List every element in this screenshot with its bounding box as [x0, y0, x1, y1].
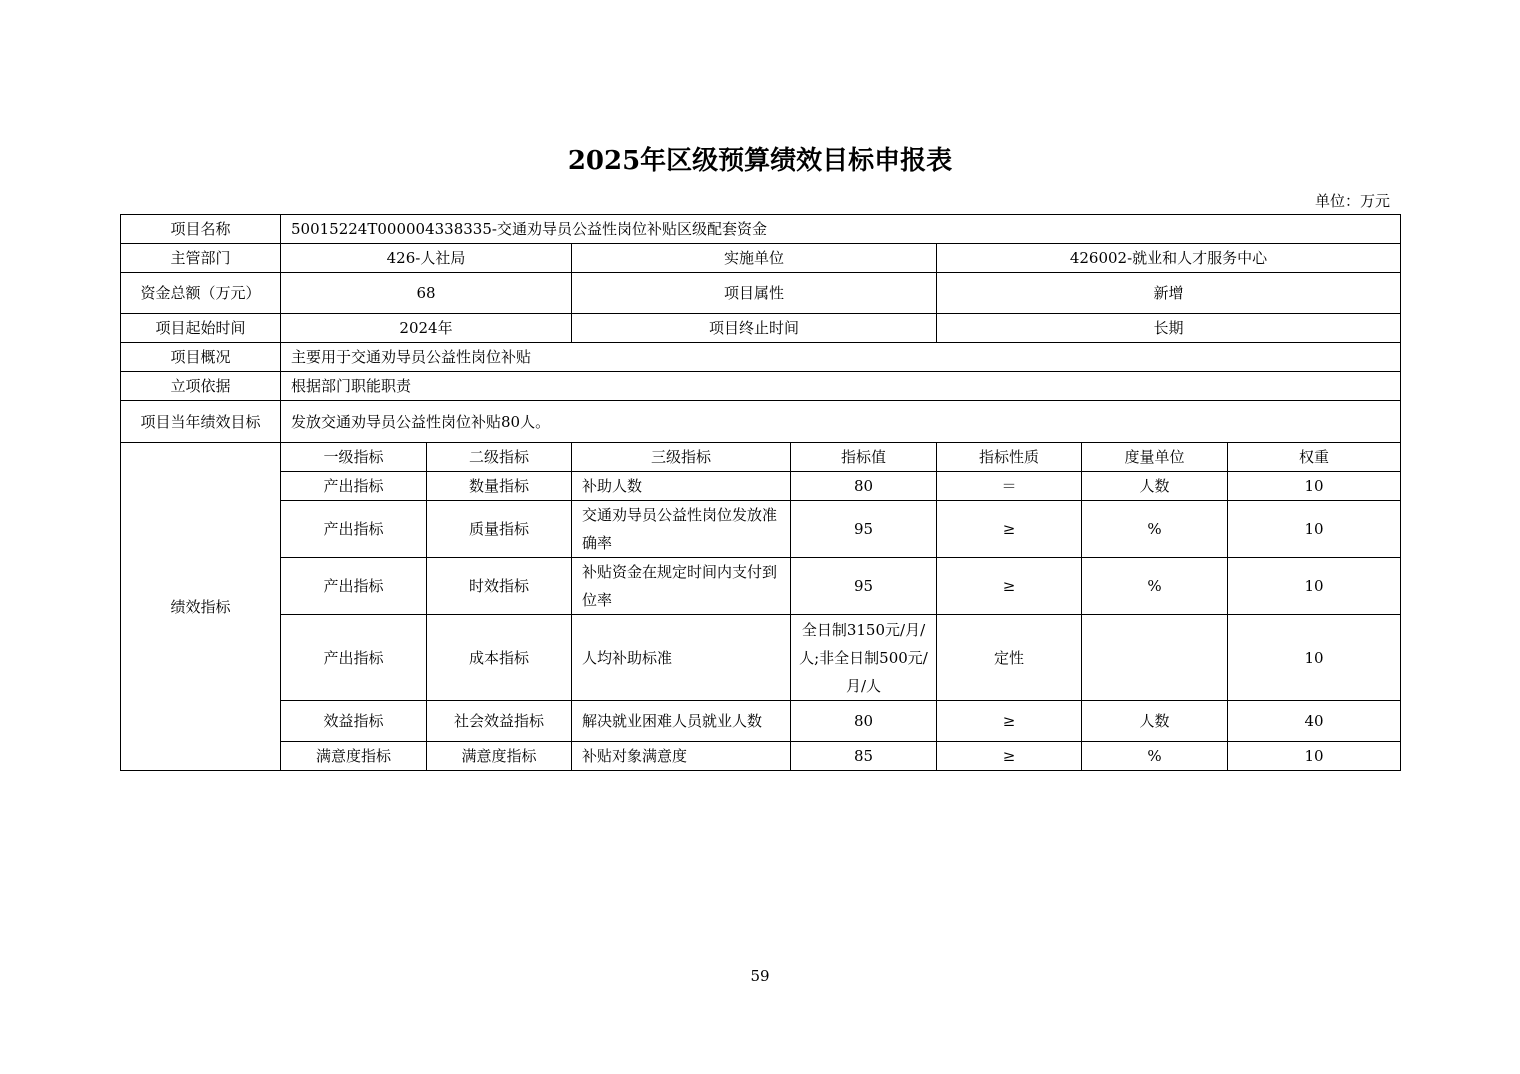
- cell-unit: %: [1082, 742, 1228, 771]
- cell-level2: 满意度指标: [427, 742, 572, 771]
- cell-weight: 10: [1228, 742, 1401, 771]
- dept-value: 426-人社局: [281, 244, 572, 273]
- attr-value: 新增: [937, 273, 1401, 314]
- page-number: 59: [750, 967, 770, 985]
- goal-value: 发放交通劝导员公益性岗位补贴80人。: [281, 401, 1401, 443]
- cell-nature: ≥: [937, 701, 1082, 742]
- perf-label: 绩效指标: [121, 443, 281, 771]
- amount-value: 68: [281, 273, 572, 314]
- cell-level3: 解决就业困难人员就业人数: [572, 701, 791, 742]
- row-goal: [121, 401, 1401, 443]
- cell-level3: 人均补助标准: [572, 615, 791, 701]
- cell-level1: 产出指标: [281, 615, 427, 701]
- cell-nature: ≥: [937, 501, 1082, 558]
- cell-unit: %: [1082, 501, 1228, 558]
- header-unit: 度量单位: [1082, 443, 1228, 472]
- cell-value: 80: [791, 701, 937, 742]
- cell-unit: 人数: [1082, 472, 1228, 501]
- end-value: 长期: [937, 314, 1401, 343]
- row-amount: [121, 273, 1401, 314]
- cell-unit: [1082, 615, 1228, 701]
- page-title: 2025年区级预算绩效目标申报表: [567, 146, 953, 176]
- basis-value: 根据部门职能职责: [281, 372, 1401, 401]
- cell-level3: 补贴资金在规定时间内支付到位率: [572, 558, 791, 615]
- table-row: [121, 701, 1401, 742]
- cell-level1: 产出指标: [281, 472, 427, 501]
- unit-label: 单位：万元: [1314, 192, 1390, 210]
- performance-target-table: [120, 214, 1401, 771]
- dept-label: 主管部门: [121, 244, 281, 273]
- cell-nature: ≥: [937, 558, 1082, 615]
- cell-level3: 交通劝导员公益性岗位发放准确率: [572, 501, 791, 558]
- table-row: [121, 472, 1401, 501]
- row-basis: [121, 372, 1401, 401]
- header-nature: 指标性质: [937, 443, 1082, 472]
- project-name-value: 50015224T000004338335-交通劝导员公益性岗位补贴区级配套资金: [281, 215, 1401, 244]
- cell-level2: 成本指标: [427, 615, 572, 701]
- amount-label: 资金总额（万元）: [121, 273, 281, 314]
- cell-value: 85: [791, 742, 937, 771]
- header-level1: 一级指标: [281, 443, 427, 472]
- cell-level1: 产出指标: [281, 501, 427, 558]
- header-level3: 三级指标: [572, 443, 791, 472]
- cell-weight: 10: [1228, 558, 1401, 615]
- cell-weight: 10: [1228, 472, 1401, 501]
- cell-nature: ＝: [937, 472, 1082, 501]
- table-row: [121, 742, 1401, 771]
- cell-unit: 人数: [1082, 701, 1228, 742]
- cell-value: 全日制3150元/月/人;非全日制500元/月/人: [791, 615, 937, 701]
- impl-label: 实施单位: [572, 244, 937, 273]
- header-weight: 权重: [1228, 443, 1401, 472]
- cell-level3: 补贴对象满意度: [572, 742, 791, 771]
- cell-level2: 质量指标: [427, 501, 572, 558]
- header-level2: 二级指标: [427, 443, 572, 472]
- cell-unit: %: [1082, 558, 1228, 615]
- cell-nature: ≥: [937, 742, 1082, 771]
- row-project-name: [121, 215, 1401, 244]
- attr-label: 项目属性: [572, 273, 937, 314]
- impl-value: 426002-就业和人才服务中心: [937, 244, 1401, 273]
- table-row: [121, 615, 1401, 701]
- overview-label: 项目概况: [121, 343, 281, 372]
- basis-label: 立项依据: [121, 372, 281, 401]
- row-time: [121, 314, 1401, 343]
- overview-value: 主要用于交通劝导员公益性岗位补贴: [281, 343, 1401, 372]
- table-row: [121, 558, 1401, 615]
- perf-header-row: [121, 443, 1401, 472]
- cell-value: 95: [791, 501, 937, 558]
- header-value: 指标值: [791, 443, 937, 472]
- cell-weight: 10: [1228, 615, 1401, 701]
- cell-weight: 40: [1228, 701, 1401, 742]
- cell-level1: 效益指标: [281, 701, 427, 742]
- start-label: 项目起始时间: [121, 314, 281, 343]
- start-value: 2024年: [281, 314, 572, 343]
- cell-weight: 10: [1228, 501, 1401, 558]
- cell-level3: 补助人数: [572, 472, 791, 501]
- end-label: 项目终止时间: [572, 314, 937, 343]
- cell-level1: 产出指标: [281, 558, 427, 615]
- row-department: [121, 244, 1401, 273]
- project-name-label: 项目名称: [121, 215, 281, 244]
- goal-label: 项目当年绩效目标: [121, 401, 281, 443]
- cell-level1: 满意度指标: [281, 742, 427, 771]
- cell-value: 80: [791, 472, 937, 501]
- cell-level2: 时效指标: [427, 558, 572, 615]
- cell-nature: 定性: [937, 615, 1082, 701]
- cell-level2: 社会效益指标: [427, 701, 572, 742]
- cell-value: 95: [791, 558, 937, 615]
- cell-level2: 数量指标: [427, 472, 572, 501]
- table-row: [121, 501, 1401, 558]
- row-overview: [121, 343, 1401, 372]
